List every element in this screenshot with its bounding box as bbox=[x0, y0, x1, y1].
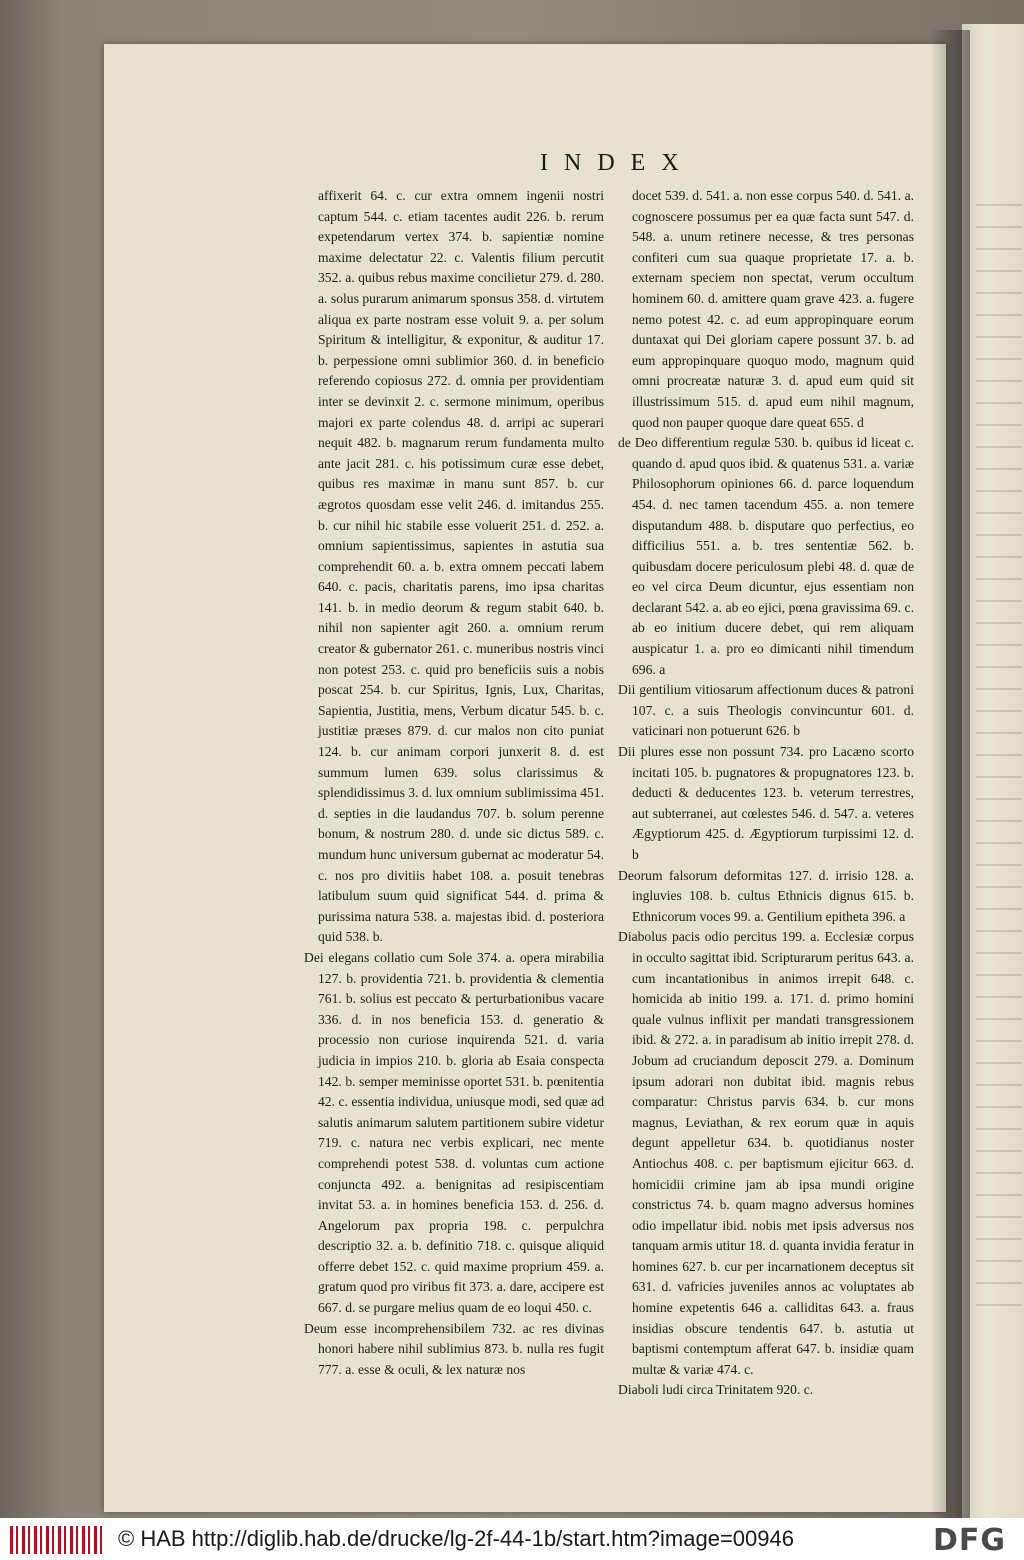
index-entry: Dii gentilium vitiosarum affectionum duces & patroni 107. c. a suis Theologis convincuntur 601. d. vaticinari non potuerunt 626. b bbox=[618, 682, 914, 739]
index-entry: Diaboli ludi circa Trinitatem 920. c. bbox=[618, 1382, 814, 1398]
index-column-right bbox=[618, 186, 914, 1401]
facing-page-edge bbox=[962, 24, 1024, 1518]
facing-page-text-bleed bbox=[976, 204, 1022, 1318]
index-entry: de Deo differentium regulæ 530. b. quibus id liceat c. quando d. apud quos ibid. & quatenus 531. a. variæ Philosophorum opiniones 66. d. parce loquendum 454. d. nec tamen tacendum 455. a. non temere disputandum 488. b. disputare quo perfectius, eo difficilius 551. a. b. tres sententiæ 562. b. quibusdam docere periculosum plebi 48. d. quæ de eo vel circa Deum dicuntur, ejus essentiam non declarant 542. a. ab eo ejici, pœna gravissima 69. c. ab eo initium ducere debet, qui rem aliquam auspicatur 1. a. pro eo dimicanti nihil timendum 696. a bbox=[618, 435, 914, 677]
index-entry: affixerit 64. c. cur extra omnem ingenii nostri captum 544. c. etiam tacentes audit 226. b. rerum expetendarum vertex 374. b. sapientiæ nomine maxime delectatur 22. c. Valentis filium percutit 352. a. quibus rebus maxime concilietur 279. d. 280. a. solus purarum animarum sponsus 358. d. virtutem aliqua ex parte nostram esse voluit 9. a. per solum Spiritum & intelligitur, & exponitur, & auditur 17. b. perpessione omni sublimior 360. d. in beneficio referendo copiosus 272. d. omnia per providentiam inter se devinxit 2. c. sermone minimum, operibus majori ex parte colendus 48. d. arripi ac superari nequit 482. b. magnarum rerum fundamenta multo ante jacit 281. c. his potissimum curæ esse debet, quibus res maximæ in manu sunt 857. b. cur ægrotos quosdam esse velit 246. d. imitandus 255. b. cur nihil hic stabile esse voluerit 251. d. 252. a. omnium sapientissimus, sapientes in astutia sua comprehendit 60. a. b. extra omnem peccati labem 640. c. pacis, charitatis parens, imo ipsa charitas 141. b. in medio deorum & regum stabit 640. b. nihil non sapienter agit 260. a. omnium rerum creator & gubernator 261. c. muneribus nostris vinci non potest 253. c. quid pro beneficiis suis a nobis poscat 254. b. cur Spiritus, Ignis, Lux, Charitas, Sapientia, Justitia, mens, Verbum dicatur 545. b. c. justitiæ præses 879. d. cur malos non cito puniat 124. b. cur animam corpori junxerit 8. d. est summum lumen 639. solus clarissimus & splendidissimus 3. d. lux omnium sublimissima 451. d. septies in die laudandus 707. b. solum perenne bonum, & nostrum 280. d. unde sic dictus 589. c. mundum hunc universum gubernat ac moderatur 54. c. nos pro divitiis habet 108. a. posuit tenebras latibulum suum quid significat 544. d. prima & purissima natura 538. a. majestas ibid. d. posteriora quid 538. b. bbox=[318, 188, 604, 945]
viewer-footer bbox=[0, 1518, 1024, 1560]
index-entry: Dei elegans collatio cum Sole 374. a. opera mirabilia 127. b. providentia 721. b. providentia & clementia 761. b. solius est peccato & perturbationibus vacare 336. d. in nos beneficia 153. d. generatio & processio non curiose inquirenda 521. d. varia judicia in impios 210. b. gloria ab Esaia conspecta 142. b. semper meminisse oportet 531. b. pœnitentia 42. c. essentia individua, uniusque modi, sed quæ ad salutis animarum salutem partitionem subire videtur 719. c. natura nec verbis explicari, nec mente comprehendi potest 538. d. voluntas cum actione conjuncta 492. a. benignitas ad resipiscentiam invitat 53. a. in homines beneficia 153. d. 256. d. Angelorum pax propria 198. c. perpulchra descriptio 32. a. b. definitio 718. c. quisque aliquid offerre debet 152. c. quid maxime proprium 459. a. gratum quod pro viribus fit 373. a. dare, accipere est 667. d. se purgare melius quam de eo loqui 450. c. bbox=[304, 949, 604, 1316]
index-entry: Dii plures esse non possunt 734. pro Lacæno scorto incitati 105. b. pugnatores & propugnatores 123. b. deducti & deducentes 123. b. veterum terrestres, aut subterranei, aut cœlestes 546. d. 547. a. veteres Ægyptiorum 425. d. Ægyptiorum turpissimi 12. d. b bbox=[618, 744, 914, 862]
library-barcode-icon bbox=[10, 1526, 106, 1554]
index-entry: Diabolus pacis odio percitus 199. a. Ecclesiæ corpus in occulto sagittat ibid. Scripturarum peritus 643. a. cum incantationibus in animos irrepit 648. c. homicida ab initio 199. a. 171. d. primo homini quale vulnus inflixit per mandati transgressionem ibid. & 272. a. in paradisum ab initio irrepit 278. d. Jobum ad cruciandum deposcit 279. a. Dominum ipsum adorari non dubitat ibid. magnis rebus comparatur: Christus parvis 634. b. cur mons magnus, Leviathan, & rex eorum quæ in aquis degunt appelletur 634. b. quotidianus noster Antiochus 408. c. per baptismum ejicitur 663. d. homicidii crimine jam ab ipsa mundi origine constrictus 74. b. quam magno adversus homines odio impellatur ibid. nobis met ipsis adversus nos tanquam armis utitur 18. d. quanta invidia feratur in homines 627. b. cur per incarnationem deceptus sit 631. d. vafricies juveniles annos ac voluptates ab homine expetentis 646 a. calliditas 643. a. fraus insidias obscure tendentis 647. b. astutia ut baptismi contemptum afferat 647. b. insidiæ quam multæ & variæ 474. c. bbox=[618, 929, 914, 1377]
copyright-url[interactable]: © HAB http://diglib.hab.de/drucke/lg-2f-44-1b/start.htm?image=00946 bbox=[118, 1526, 794, 1551]
page-header-index: INDEX bbox=[540, 150, 695, 176]
index-column-left bbox=[304, 186, 604, 1380]
index-entry: Deorum falsorum deformitas 127. d. irrisio 128. a. ingluvies 108. b. cultus Ethnicis dignus 615. b. Ethnicorum voces 99. a. Gentilium epitheta 396. a bbox=[618, 867, 914, 924]
dfg-logo: DFG bbox=[932, 1523, 1006, 1558]
index-entry: docet 539. d. 541. a. non esse corpus 540. d. 541. a. cognoscere possumus per ea quæ facta sunt 547. d. 548. a. unum retinere necesse, & tres personas confiteri cum sua quaque proprietate 17. a. b. externam speciem non spectat, verum occultum hominem 60. d. amittere quam grave 423. a. fugere nemo potest 42. c. ad eum appropinquare eorum duntaxat qui Dei gloriam capere possunt 37. b. ad eum appropinquare quoquo modo, magnum quid omni procreatæ naturæ 3. d. apud eum quid sit illustrissimum 515. d. apud eum nihil magnum, quod non pauper quoque dare queat 655. d bbox=[632, 188, 914, 430]
spine-shadow bbox=[930, 30, 970, 1518]
index-entry: Deum esse incomprehensibilem 732. ac res divinas honori habere nihil sublimius 873. b. nulla res fugit 777. a. esse & oculi, & lex naturæ nos bbox=[304, 1320, 604, 1377]
